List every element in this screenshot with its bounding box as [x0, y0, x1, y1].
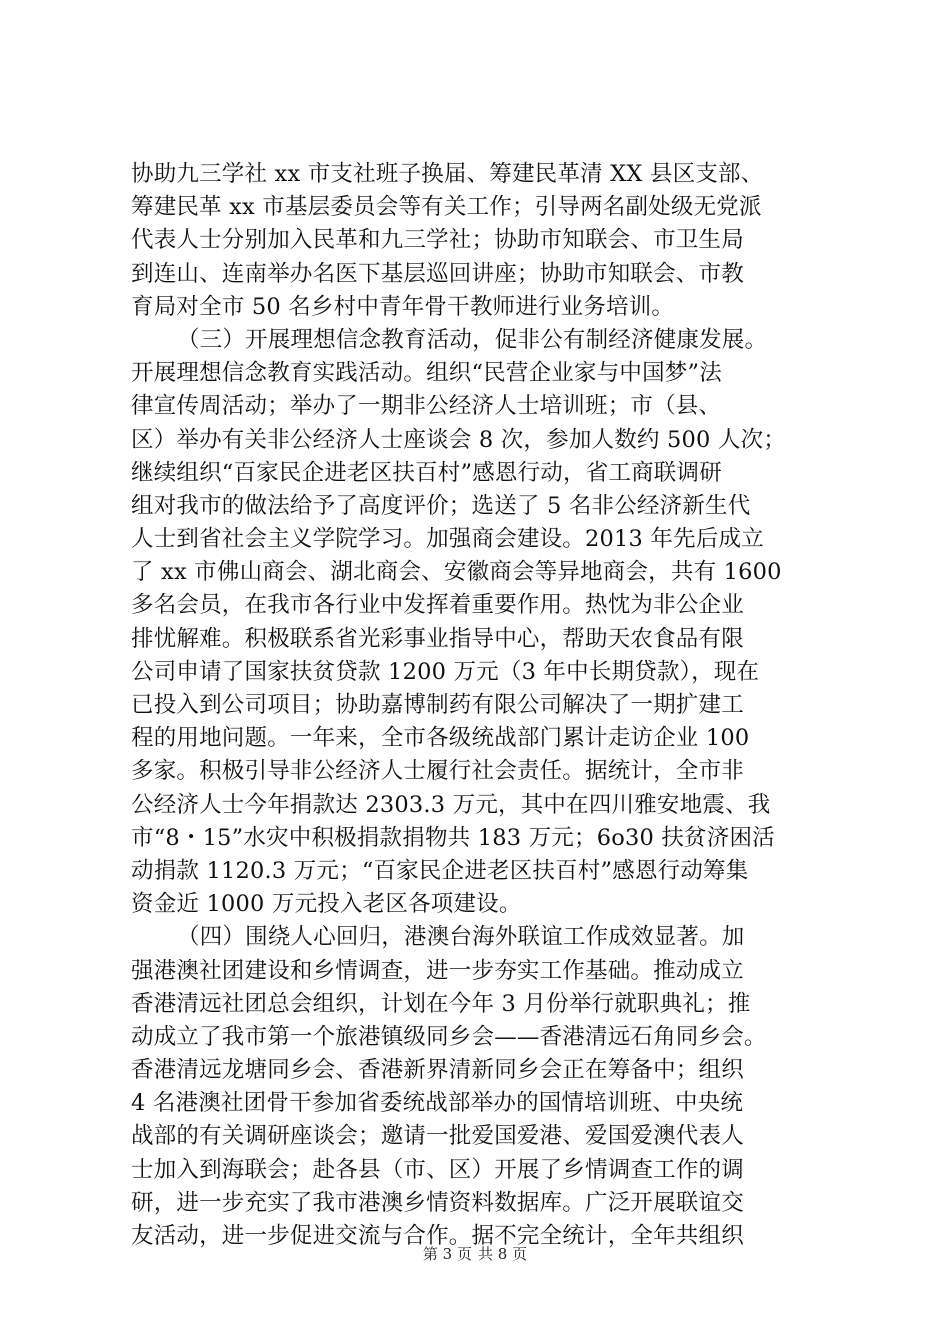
text-line: 公司申请了国家扶贫贷款 1200 万元（3 年中长期贷款），现在	[131, 658, 760, 685]
text-line: （三）开展理想信念教育活动，促非公有制经济健康发展。	[177, 326, 768, 353]
page-number: 第 3 页	[422, 1245, 472, 1263]
text-line: 友活动，进一步促进交流与合作。据不完全统计，全年共组织	[131, 1223, 744, 1249]
text-line: 协助九三学社 xx 市支社班子换届、筹建民革清 XX 县区支部、	[131, 161, 764, 187]
page-footer	[0, 1243, 950, 1264]
text-line: 区）举办有关非公经济人士座谈会 8 次，参加人数约 500 人次；	[131, 426, 786, 453]
text-line: 动捐款 1120.3 万元；“百家民企进老区扶百村”感恩行动筹集	[131, 857, 749, 884]
text-line: 强港澳社团建设和乡情调查，进一步夯实工作基础。推动成立	[131, 957, 744, 984]
text-line: 了 xx 市佛山商会、湖北商会、安徽商会等异地商会，共有 1600	[131, 559, 782, 586]
text-line: 到连山、连南举办名医下基层巡回讲座；协助市知联会、市教	[131, 260, 744, 287]
text-line: 程的用地问题。一年来，全市各级统战部门累计走访企业 100	[131, 725, 750, 752]
text-line: 研，进一步充实了我市港澳乡情资料数据库。广泛开展联谊交	[131, 1189, 744, 1216]
text-line: 香港清远龙塘同乡会、香港新界清新同乡会正在筹备中；组织	[131, 1057, 744, 1084]
page-total: 共 8 页	[478, 1245, 528, 1263]
body-text	[131, 158, 831, 1253]
text-line: 香港清远社团总会组织，计划在今年 3 月份举行就职典礼；推	[131, 990, 751, 1017]
text-line: 公经济人士今年捐款达 2303.3 万元，其中在四川雅安地震、我	[131, 791, 771, 818]
text-line: 4 名港澳社团骨干参加省委统战部举办的国情培训班、中央统	[131, 1090, 744, 1117]
text-line: 多家。积极引导非公经济人士履行社会责任。据统计，全市非	[131, 758, 744, 785]
text-line: 代表人士分别加入民革和九三学社；协助市知联会、市卫生局	[131, 227, 744, 254]
text-line: 士加入到海联会；赴各县（市、区）开展了乡情调查工作的调	[131, 1156, 744, 1183]
text-line: 排忧解难。积极联系省光彩事业指导中心，帮助天农食品有限	[131, 625, 744, 652]
text-line: 开展理想信念教育实践活动。组织“民营企业家与中国梦”法	[131, 360, 722, 387]
text-line: 筹建民革 xx 市基层委员会等有关工作；引导两名副处级无党派	[131, 194, 762, 221]
text-line: 人士到省社会主义学院学习。加强商会建设。2013 年先后成立	[131, 526, 764, 553]
text-line: 律宣传周活动；举办了一期非公经济人士培训班；市（县、	[131, 393, 722, 420]
text-line: 市“8・15”水灾中积极捐款捐物共 183 万元；6o30 扶贫济困活	[131, 824, 775, 851]
text-line: 战部的有关调研座谈会；邀请一批爱国爱港、爱国爱澳代表人	[131, 1123, 744, 1150]
text-line: （四）围绕人心回归，港澳台海外联谊工作成效显著。加	[177, 924, 745, 951]
text-line: 育局对全市 50 名乡村中青年骨干教师进行业务培训。	[131, 293, 675, 320]
text-line: 资金近 1000 万元投入老区各项建设。	[131, 891, 522, 918]
text-line: 多名会员，在我市各行业中发挥着重要作用。热忱为非公企业	[131, 592, 744, 619]
text-line: 组对我市的做法给予了高度评价；选送了 5 名非公经济新生代	[131, 492, 751, 519]
text-line: 动成立了我市第一个旅港镇级同乡会——香港清远石角同乡会。	[131, 1023, 767, 1050]
text-line: 已投入到公司项目；协助嘉博制药有限公司解决了一期扩建工	[131, 692, 744, 718]
text-line: 继续组织“百家民企进老区扶百村”感恩行动，省工商联调研	[131, 459, 722, 486]
